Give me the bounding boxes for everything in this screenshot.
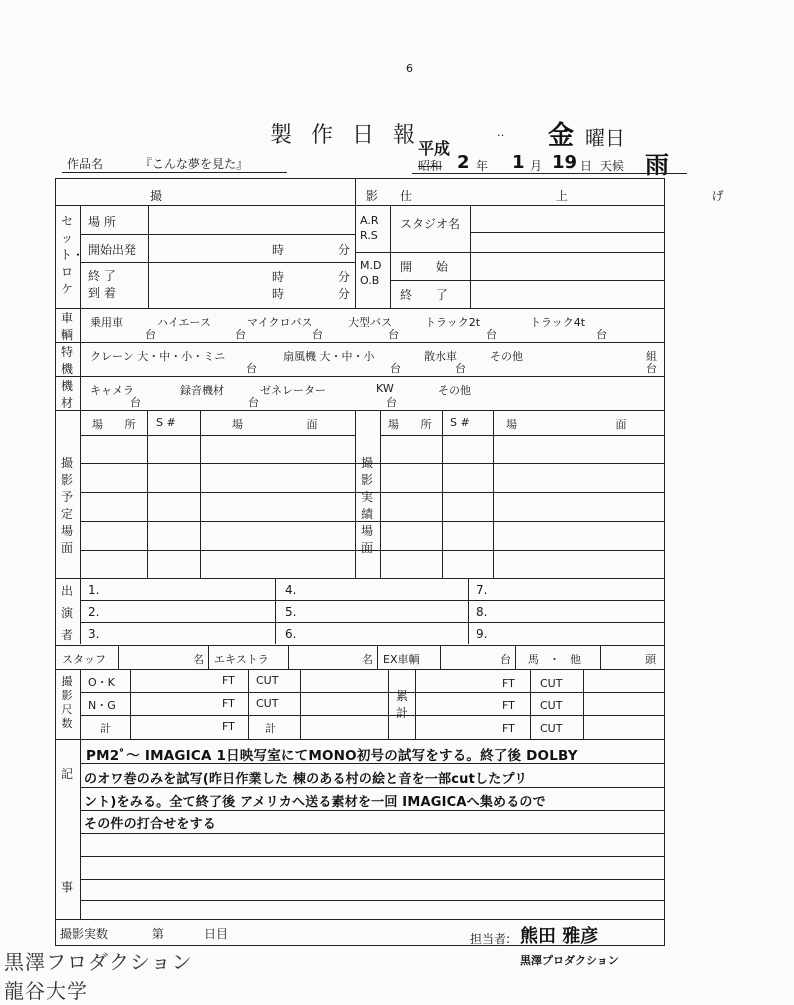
equip-5: その他 [438, 384, 471, 397]
year-unit: 年 [476, 159, 489, 173]
rule [80, 600, 665, 601]
unit: 台 [248, 396, 259, 409]
rule [288, 645, 289, 669]
rule [530, 669, 531, 739]
rule [80, 900, 665, 901]
special-4: その他 [490, 350, 523, 363]
era-printed-struck: 昭和 [418, 159, 443, 173]
rule [80, 622, 665, 623]
rule [55, 919, 665, 920]
unit: 台 [455, 362, 466, 375]
rule [390, 205, 391, 308]
rule [80, 308, 81, 410]
equip-2: 録音機材 [180, 384, 224, 397]
special-1: クレーン 大・中・小・ミニ [90, 350, 226, 363]
vehicle-2: ハイエース [157, 316, 212, 329]
unit: 台 [390, 362, 401, 375]
rule [80, 410, 81, 578]
unit: 台 [235, 328, 246, 341]
ft: FT [222, 720, 235, 733]
rule [80, 833, 665, 834]
rule [248, 669, 249, 739]
equip-1: キャメラ [90, 384, 134, 397]
rule [80, 787, 665, 788]
note-line-3: ント)をみる。全て終了後 アメリカへ送る素材を一回 IMAGICAへ集めるので [84, 795, 546, 810]
studio-label: スタジオ名 [400, 217, 461, 231]
vehicle-5: トラック2t [425, 316, 481, 329]
cast-no-6: 6. [285, 627, 297, 641]
cast-no-5: 5. [285, 605, 297, 619]
rule [442, 410, 443, 578]
row-end-label: 終 了 到 着 [88, 269, 116, 300]
rule [55, 578, 665, 579]
unit: 台 [145, 328, 156, 341]
watermark-line-2: 龍谷大学 [4, 979, 88, 1003]
unit: 台 [486, 328, 497, 341]
ft: FT [222, 674, 235, 687]
unit: 台 [388, 328, 399, 341]
rule [470, 232, 665, 233]
page-title: 製 作 日 報 [270, 123, 421, 148]
rule [355, 410, 356, 578]
vehicles-label: 車輌 [60, 311, 73, 342]
person-label: 担当者: [470, 932, 511, 946]
work-title-underline [62, 172, 287, 173]
rule [148, 205, 149, 308]
col-place: 場 所 [92, 418, 136, 431]
ok-label: O・K [88, 676, 115, 689]
unit: 台 [596, 328, 607, 341]
notes-label-2: 事 [61, 880, 74, 894]
cast-no-3: 3. [88, 627, 100, 641]
rule [80, 810, 665, 811]
work-title-label: 作品名 [67, 157, 104, 171]
rule [55, 739, 665, 740]
rule [300, 669, 301, 739]
rule [493, 410, 494, 578]
shoot-header: 撮 影 [150, 189, 478, 203]
cut: CUT [540, 699, 563, 712]
dots: ‥ [497, 126, 505, 139]
ng-label: N・G [88, 699, 116, 712]
cut: CUT [540, 677, 563, 690]
time-end: 時 分 [272, 270, 350, 284]
finish-end-label: 終 了 [400, 288, 448, 302]
rule [80, 262, 355, 263]
date-underline [412, 173, 687, 174]
rule [468, 578, 469, 644]
unit: 台 [246, 362, 257, 375]
row-place-label: 場 所 [88, 215, 116, 229]
planned-scenes-label: 撮影予定場面 [60, 456, 73, 555]
work-title-value: 『こんな夢を見た』 [140, 157, 249, 171]
rule [55, 645, 665, 646]
rule [380, 410, 381, 578]
note-line-1: PM2ﾟ〜 IMAGICA 1日映写室にてMONO初号の試写をする。終了後 DOLBY [86, 748, 578, 764]
col-scene: 場 面 [232, 418, 318, 431]
rule [80, 739, 81, 919]
rule [80, 692, 665, 693]
rule [377, 645, 378, 669]
rule [55, 376, 665, 377]
rule [80, 578, 81, 644]
col-place-actual: 場 所 [388, 418, 432, 431]
weekday-handwritten: 金 [548, 121, 575, 151]
staff-unit: 名 [193, 653, 204, 666]
note-line-4: その件の打合せをする [84, 817, 217, 832]
rule [80, 435, 355, 436]
film-label: 撮影尺数 [61, 675, 73, 730]
ft: FT [222, 697, 235, 710]
col-scene-actual: 場 面 [506, 418, 627, 431]
rule [275, 578, 276, 644]
rule [130, 669, 131, 739]
finish-start-label: 開 始 [400, 260, 448, 274]
rule [388, 669, 389, 739]
rule [470, 205, 471, 308]
rule [200, 410, 201, 578]
cast-no-8: 8. [476, 605, 488, 619]
unit-set: 組 [646, 350, 657, 363]
col-s-num: S # [156, 416, 176, 429]
rule [440, 645, 441, 669]
note-line-2: のオワ巻のみを試写(昨日作業した 棟のある村の絵と音を一部cutしたプリ [84, 772, 528, 787]
day-unit: 日 [580, 159, 593, 173]
rule [390, 252, 665, 253]
staff-label: スタッフ [62, 653, 106, 666]
md-label: M.D O.B [360, 259, 382, 287]
ex-vehicle-label: EX車輌 [383, 653, 420, 666]
equipment-label: 機材 [60, 379, 73, 410]
finish-header: 仕 上 げ [400, 189, 794, 203]
unit: 台 [386, 396, 397, 409]
day-value: 19 [552, 152, 578, 173]
rule [80, 856, 665, 857]
rule [583, 669, 584, 739]
ex-vehicle-unit: 台 [500, 653, 511, 666]
equip-3: ゼネレーター [260, 384, 326, 397]
total-sub: 計 [265, 722, 276, 735]
rule [147, 410, 148, 578]
weekday-unit: 曜日 [585, 126, 625, 150]
page-mark: 6 [406, 62, 413, 75]
cast-no-2: 2. [88, 605, 100, 619]
rule [55, 669, 665, 670]
rule [80, 715, 665, 716]
cast-no-1: 1. [88, 583, 100, 597]
vehicle-3: マイクロバス [247, 316, 313, 329]
time-start: 時 分 [272, 243, 350, 257]
rule [208, 645, 209, 669]
total-label: 計 [100, 722, 111, 735]
rule [80, 234, 355, 235]
time-arrive: 時 分 [272, 287, 350, 301]
unit: 台 [130, 396, 141, 409]
extra-label: エキストラ [214, 653, 269, 666]
vehicle-4: 大型バス [348, 316, 392, 329]
col-s-num-actual: S # [450, 416, 470, 429]
notes-label-1: 記 [61, 767, 74, 781]
unit: 台 [312, 328, 323, 341]
rule [80, 669, 81, 739]
horse-unit: 頭 [645, 653, 656, 666]
ft: FT [502, 677, 515, 690]
vehicle-1: 乗用車 [90, 316, 123, 329]
rule [55, 342, 665, 343]
cast-no-4: 4. [285, 583, 297, 597]
rule [415, 669, 416, 739]
weather-label: 天候 [600, 159, 625, 173]
month-value: 1 [512, 152, 525, 173]
rule [515, 645, 516, 669]
special-equipment-label: 特機 [60, 345, 73, 376]
equip-4: KW [376, 382, 394, 395]
rule [118, 645, 119, 669]
special-3: 散水車 [424, 350, 457, 363]
horse-label: 馬・他 [528, 653, 591, 666]
cut: CUT [256, 674, 279, 687]
weather-value: 雨 [645, 151, 669, 179]
company-name: 黒澤プロダクション [520, 954, 619, 967]
extra-unit: 名 [362, 653, 373, 666]
shoot-days-label: 撮影実数 第 [60, 927, 164, 941]
cast-no-7: 7. [476, 583, 488, 597]
rule [355, 252, 390, 253]
cumulative-label: 累計 [395, 689, 408, 720]
ar-label: A.R R.S [360, 214, 379, 242]
actual-scenes-label: 撮影実績場面 [360, 456, 373, 555]
person-name: 熊田 雅彦 [520, 926, 599, 947]
shoot-days-unit: 日目 [204, 927, 229, 941]
cut: CUT [256, 697, 279, 710]
cast-no-9: 9. [476, 627, 488, 641]
rule [55, 308, 665, 309]
cast-label: 出演者 [60, 584, 73, 642]
month-unit: 月 [530, 159, 543, 173]
special-2: 扇風機 大・中・小 [283, 350, 375, 363]
ft: FT [502, 699, 515, 712]
year-value: 2 [457, 152, 470, 173]
set-location-label: セット・ロケ [60, 214, 85, 296]
rule [55, 205, 665, 206]
era-written: 平成 [418, 139, 451, 158]
watermark-line-1: 黒澤フロダクション [4, 950, 193, 974]
rule [600, 645, 601, 669]
ft: FT [502, 722, 515, 735]
unit: 台 [646, 362, 657, 375]
rule [390, 280, 665, 281]
rule [380, 435, 665, 436]
row-start-label: 開始出発 [88, 243, 137, 257]
vehicle-6: トラック4t [530, 316, 586, 329]
rule [80, 879, 665, 880]
cut: CUT [540, 722, 563, 735]
